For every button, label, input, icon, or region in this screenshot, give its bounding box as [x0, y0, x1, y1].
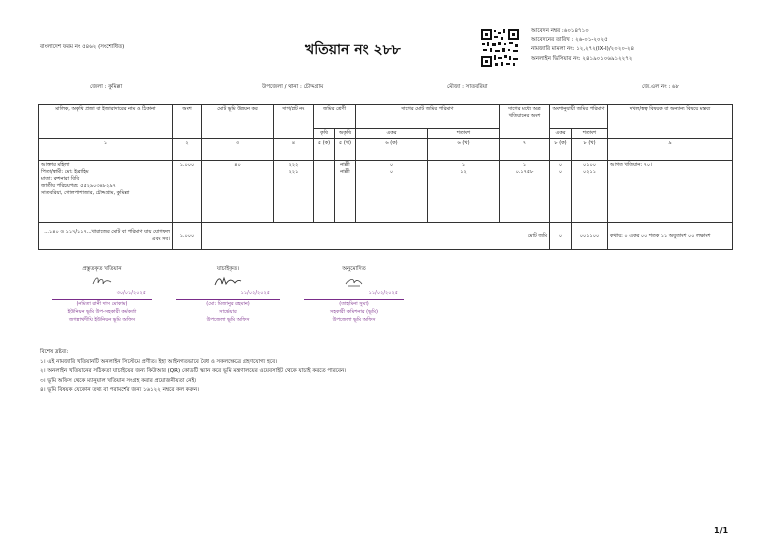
table-footer-row	[39, 223, 733, 250]
application-number: আবেদন নম্বর :৬০১৪৭১০	[531, 28, 589, 34]
owner-address: সাতবরিয়া, গোলপাশাজার, চৌদ্দগ্রাম, কুমিল্লা	[41, 190, 130, 196]
page-title: খতিয়ান নং ২৮৮	[305, 42, 401, 58]
share-eker-value: ০	[558, 169, 563, 175]
signature-line	[52, 299, 152, 300]
shotangsho-value: ১	[461, 162, 466, 168]
footer-total-label: মোট জমি	[202, 223, 550, 250]
col-number: ২	[173, 139, 202, 161]
owner-mother: মাতা: রুশনারা বিবি	[41, 176, 80, 182]
signature-office: উপজেলা ভূমি অফিস	[332, 317, 376, 323]
signature-role: সার্ভেয়ার	[219, 309, 237, 315]
header-share-shotangsho: শতাংশ	[572, 129, 608, 139]
sub-header: ৮ (খ)	[572, 139, 608, 161]
online-verification-number: অনলাইন ভিসিয়ার নং: ২৪১৯০১০৬৯১২২৭২	[531, 55, 633, 62]
sub-header: ৬ (খ)	[428, 139, 500, 161]
revenue-cell: ৪০	[202, 161, 274, 223]
signature-date: ১১/০২/২০২৫	[240, 290, 270, 296]
col-number: ১	[39, 139, 173, 161]
signature-mark-icon	[342, 274, 366, 288]
signature-office: জগন্নাথদীঘি ইউনিয়ন ভূমি অফিস	[68, 317, 136, 323]
footer-total-eker: ০	[550, 223, 572, 250]
note-item: ৪। ভূমি বিষয়ক যেকোন তথ্য বা পরামর্শের জন্য ১৬১২২ নম্বরে কল করুন।	[40, 387, 200, 393]
signature-prepared	[52, 266, 152, 325]
eker-value: ০	[389, 162, 394, 168]
col-number: ৩	[202, 139, 274, 161]
header-total-land: দাগের মোট জমির পরিমাণ	[356, 105, 500, 129]
owner-nid: জাতীয় পরিচয়পত্র: ৫৫২৯০৩৪৮২৯৭	[41, 183, 116, 189]
footer-text: ...১৪০ ও ১১৭/১১৭...খারাজের মোট বা পরিমাণ যায় যোগফল এবং সব।	[39, 223, 173, 250]
share-shotangsho-cell	[572, 161, 608, 223]
signature-line	[304, 299, 404, 300]
application-date: আবেদনের তারিখ : ২৬-০১-২০২৫	[531, 37, 608, 44]
footer-total-shotangsho: ০০১১০০	[572, 223, 608, 250]
header-revenue: মোট ভূমি উন্নয়ন কর	[202, 105, 274, 139]
sub-header: ৬ (ক)	[356, 139, 428, 161]
dag-cell	[274, 161, 314, 223]
note-item: ১। এই নামজারি খতিয়ানটি অনলাইন সিস্টেমে প্রণীত। ইহা আইনগতভাবে বৈধ ও সকলক্ষেত্রে গ্রহণযোগ্য হবে।	[40, 358, 278, 365]
col-number: ৭	[500, 139, 550, 161]
district: জেলা : কুমিল্লা	[90, 84, 123, 90]
khatian-share-value: ১	[522, 162, 527, 168]
share-shotangsho-value: ০১০০	[583, 162, 597, 168]
dag-number: ২২১	[288, 169, 299, 175]
header-dag-no: দাগ/প্লট নং	[274, 105, 314, 139]
signature-date: ১১/০২/২০২৫	[368, 290, 398, 296]
signature-name: (নমিতা রানী দাস মোকাম)	[76, 301, 128, 307]
signature-mark-icon	[90, 274, 114, 288]
signature-title: অনুমোদিত	[342, 266, 366, 272]
signature-approved	[304, 266, 404, 325]
mouza: মৌজা : সাতবরিয়া	[447, 84, 488, 90]
dag-number: ২২২	[288, 162, 299, 168]
shotangsho-value: ১২	[460, 169, 467, 175]
header-shotangsho: শতাংশ	[428, 129, 500, 139]
mutation-case-number: নামজারি মামলা নং: ১২,২৭২(IX-I)/২০২০-২৪	[531, 46, 635, 53]
remarks-cell: আগত খতিয়ান: ৭০।	[608, 161, 733, 223]
sub-header: ৫ (ক)	[314, 139, 335, 161]
share-eker-cell	[550, 161, 572, 223]
land-class: নাল্লী	[340, 162, 350, 168]
footer-share: ১.০০০	[173, 223, 202, 250]
header-eker: একর	[356, 129, 428, 139]
khatian-share-cell	[500, 161, 550, 223]
upazila: উপজেলা / থানা : চৌদ্দগ্রাম	[262, 84, 324, 90]
header-share-eker: একর	[550, 129, 572, 139]
header-share: অংশ	[173, 105, 202, 139]
sub-header: ৫ (খ)	[335, 139, 356, 161]
khatian-share-value: ০.১৭৫৮	[515, 169, 534, 175]
note-item: ২। অনলাইন খতিয়ানের সঠিকতা যাচাইয়ের জন্য কিউআর (QR) কোডটি স্ক্যান করে ভূমি মন্ত্রণালয়ের ওয়েবসাইট থেকে যাচাই করতে পারবেন।	[40, 368, 347, 374]
signature-line	[176, 299, 280, 300]
signature-name: (মো: মিজানুর রহমান)	[206, 301, 250, 307]
signature-office: উপজেলা ভূমি অফিস	[206, 317, 250, 323]
header-remarks: দখল/স্বত্ব বিষয়ক বা অন্যান্য বিষয়ে মন্তব্য	[608, 105, 733, 139]
signature-role: ইউনিয়ন ভূমি উপ-সহকারী কর্মকর্তা	[67, 309, 137, 315]
signature-mark-icon	[213, 274, 243, 288]
jl-number: জে.এল নং : ৬৮	[642, 84, 680, 90]
header-land-class: জমির শ্রেণী	[314, 105, 356, 129]
shotangsho-cell	[428, 161, 500, 223]
header-share-land: অংশানুযায়ী জমির পরিমাণ	[550, 105, 608, 129]
signature-verified	[176, 266, 280, 325]
note-item: ৩। ভূমি অফিস থেকে ম্যানুয়াল খতিয়ান সংগ্রহ করার প্রয়োজনীয়তা নেই।	[40, 377, 197, 384]
eker-cell	[356, 161, 428, 223]
signature-title: যাচাইকৃত।	[216, 266, 240, 272]
signature-role: সহকারী কমিশনার (ভূমি)	[330, 309, 378, 315]
table-row	[39, 161, 733, 223]
sub-header: ৮ (ক)	[550, 139, 572, 161]
header-khatian-share: দাগের মধ্যে অত্র খতিয়ানের অংশ	[500, 105, 550, 139]
khatian-table	[38, 104, 733, 250]
eker-value: ০	[389, 169, 394, 175]
owner-cell	[39, 161, 173, 223]
signature-name: (তাহমিনা সুমা)	[339, 301, 369, 307]
header-okrishi: অকৃষি	[335, 129, 356, 139]
special-notes	[40, 348, 346, 396]
signature-title: প্রস্তুতকৃত খতিয়ান	[82, 266, 122, 272]
okrishi-cell	[335, 161, 356, 223]
col-number: ৯	[608, 139, 733, 161]
share-eker-value: ০	[558, 162, 563, 168]
owner-father: পিতা/স্বামী: মো: ইব্রাহিম	[41, 169, 89, 175]
share-cell: ১.০০০	[173, 161, 202, 223]
col-number: ৪	[274, 139, 314, 161]
krishi-cell	[314, 161, 335, 223]
footer-remarks: কথায়: ০ একর ০০ শতক ১১ অযুতাংশ ০০ লক্ষাংশ	[608, 223, 733, 250]
header-krishi: কৃষি	[314, 129, 335, 139]
owner-name: আক্তার মহিলা	[41, 162, 70, 168]
share-shotangsho-value: ০২১১	[583, 169, 597, 175]
signature-date: ৩০/০১/২০২৫	[116, 290, 146, 296]
application-info	[531, 27, 634, 64]
land-class: নাল্লী	[340, 169, 350, 175]
notes-heading: বিশেষ দ্রষ্টব্য:	[40, 349, 69, 355]
qr-code-icon	[480, 28, 520, 68]
header-owner: মালিক, অকৃষি প্রজা বা ইজারাদারের নাম ও ঠিকানা	[39, 105, 173, 139]
page-number: 1/1	[714, 526, 729, 535]
form-number: বাংলাদেশ ফরম নং ৫৪৬২ (সংশোধিত)	[40, 44, 125, 50]
